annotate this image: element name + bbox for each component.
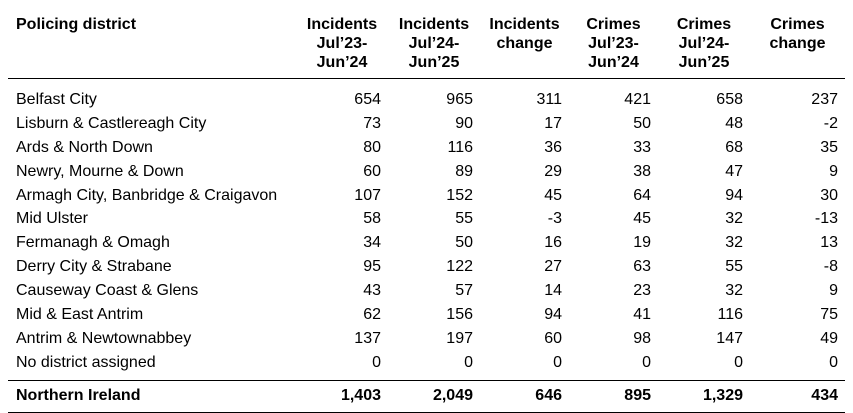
district-name: Newry, Mourne & Down xyxy=(16,162,184,180)
header-line: change xyxy=(769,35,826,52)
crimes-2024-25: 55 xyxy=(725,258,743,276)
crimes-2023-24: 421 xyxy=(624,90,651,108)
crimes-change: 75 xyxy=(820,305,838,323)
district-name: Causeway Coast & Glens xyxy=(16,282,199,300)
district-name: No district assigned xyxy=(16,353,156,371)
incidents-2024-25: 156 xyxy=(446,305,473,323)
district-name: Mid & East Antrim xyxy=(16,305,144,323)
header-line: Crimes xyxy=(586,16,641,33)
table-row xyxy=(8,255,845,279)
crimes-change: 9 xyxy=(829,162,838,180)
table-footer xyxy=(8,380,845,412)
header-line: Crimes xyxy=(676,16,732,33)
incidents-2024-25: 0 xyxy=(464,353,473,371)
header-line: Jul’24- xyxy=(408,35,460,52)
table-row xyxy=(8,160,845,184)
incidents-2024-25: 197 xyxy=(446,329,473,347)
table-row xyxy=(8,279,845,303)
crimes-2023-24: 64 xyxy=(633,186,651,204)
incidents-2023-24: 80 xyxy=(363,138,381,156)
table-row xyxy=(8,112,845,136)
crimes-2024-25: 147 xyxy=(716,329,743,347)
header-line: Crimes xyxy=(770,16,825,33)
incidents-change: 36 xyxy=(544,138,562,156)
incidents-2023-24: 0 xyxy=(372,353,381,371)
crimes-2023-24: 33 xyxy=(633,138,651,156)
crimes-2024-25: 658 xyxy=(716,90,743,108)
incidents-2023-24: 107 xyxy=(354,186,381,204)
header-line: Incidents xyxy=(489,16,560,33)
incidents-change: 0 xyxy=(553,353,562,371)
district-name: Derry City & Strabane xyxy=(16,258,172,276)
total-crimes-2024-25: 1,329 xyxy=(658,380,750,412)
header-line: Jun’24 xyxy=(588,54,639,71)
header-line: Jul’23- xyxy=(588,35,639,52)
incidents-2023-24: 43 xyxy=(363,282,381,300)
crimes-change: 13 xyxy=(820,234,838,252)
crimes-change: 9 xyxy=(829,282,838,300)
crimes-2024-25: 32 xyxy=(725,282,743,300)
table-row xyxy=(8,351,845,380)
incidents-change: 45 xyxy=(544,186,562,204)
crimes-2023-24: 98 xyxy=(633,329,651,347)
crimes-change: -13 xyxy=(814,210,838,228)
crimes-2023-24: 38 xyxy=(633,162,651,180)
header-line: Jul’23- xyxy=(316,35,368,52)
crimes-2024-25: 68 xyxy=(725,138,743,156)
table-row xyxy=(8,184,845,208)
total-row xyxy=(8,380,845,412)
crimes-2024-25: 32 xyxy=(725,234,743,252)
incidents-2024-25: 90 xyxy=(455,114,473,132)
incidents-change: 27 xyxy=(544,258,562,276)
total-crimes-2023-24: 895 xyxy=(569,380,658,412)
header-line: Policing district xyxy=(16,16,137,33)
table-row xyxy=(8,303,845,327)
incidents-2024-25: 122 xyxy=(446,258,473,276)
header-crimes-change xyxy=(750,0,845,79)
table-body xyxy=(8,79,845,381)
district-name: Antrim & Newtownabbey xyxy=(16,329,192,347)
incidents-change: -3 xyxy=(547,210,562,228)
crimes-2023-24: 41 xyxy=(633,305,651,323)
incidents-2023-24: 62 xyxy=(363,305,381,323)
crimes-2023-24: 0 xyxy=(642,353,651,371)
header-policing-district xyxy=(8,0,296,79)
table-row xyxy=(8,207,845,231)
district-name: Mid Ulster xyxy=(16,210,89,228)
crimes-change: 0 xyxy=(829,353,838,371)
header-line: Jun’24 xyxy=(316,54,368,71)
incidents-change: 29 xyxy=(544,162,562,180)
incidents-2024-25: 57 xyxy=(455,282,473,300)
crimes-2024-25: 94 xyxy=(725,186,743,204)
incidents-2023-24: 60 xyxy=(363,162,381,180)
header-incidents-2024-25 xyxy=(388,0,480,79)
header-incidents-change xyxy=(480,0,569,79)
incidents-2024-25: 89 xyxy=(455,162,473,180)
table-row xyxy=(8,327,845,351)
incidents-2023-24: 58 xyxy=(363,210,381,228)
incidents-2024-25: 55 xyxy=(455,210,473,228)
incidents-2023-24: 137 xyxy=(354,329,381,347)
table-row xyxy=(8,231,845,255)
crimes-change: 30 xyxy=(820,186,838,204)
header-crimes-2023-24 xyxy=(569,0,658,79)
table-row xyxy=(8,136,845,160)
header-crimes-2024-25 xyxy=(658,0,750,79)
crimes-2023-24: 19 xyxy=(633,234,651,252)
crimes-change: 237 xyxy=(811,90,838,108)
policing-district-table xyxy=(8,0,845,413)
incidents-2023-24: 95 xyxy=(363,258,381,276)
crimes-2023-24: 50 xyxy=(633,114,651,132)
crimes-2023-24: 63 xyxy=(633,258,651,276)
total-crimes-change: 434 xyxy=(750,380,845,412)
crimes-2023-24: 45 xyxy=(633,210,651,228)
crimes-2024-25: 47 xyxy=(725,162,743,180)
header-line: Incidents xyxy=(306,16,378,33)
incidents-2024-25: 152 xyxy=(446,186,473,204)
incidents-2024-25: 50 xyxy=(455,234,473,252)
incidents-2023-24: 34 xyxy=(363,234,381,252)
header-row xyxy=(8,0,845,79)
incidents-change: 16 xyxy=(544,234,562,252)
district-name: Fermanagh & Omagh xyxy=(16,234,170,252)
table-row xyxy=(8,79,845,112)
district-name: Belfast City xyxy=(16,90,97,108)
total-label: Northern Ireland xyxy=(8,380,296,412)
crimes-change: 49 xyxy=(820,329,838,347)
crimes-change: 35 xyxy=(820,138,838,156)
header-line: Jul’24- xyxy=(678,35,730,52)
incidents-change: 17 xyxy=(544,114,562,132)
header-line: Jun’25 xyxy=(408,54,460,71)
crimes-2024-25: 32 xyxy=(725,210,743,228)
total-incidents-2024-25: 2,049 xyxy=(388,380,480,412)
crimes-change: -2 xyxy=(823,114,838,132)
incidents-change: 94 xyxy=(544,305,562,323)
crimes-2024-25: 116 xyxy=(717,305,743,323)
header-line: Incidents xyxy=(398,16,470,33)
table-header xyxy=(8,0,845,79)
incidents-change: 311 xyxy=(536,90,562,108)
total-incidents-2023-24: 1,403 xyxy=(296,380,388,412)
district-name: Armagh City, Banbridge & Craigavon xyxy=(16,186,278,204)
incidents-change: 60 xyxy=(544,329,562,347)
header-incidents-2023-24 xyxy=(296,0,388,79)
district-name: Lisburn & Castlereagh City xyxy=(16,114,207,132)
incidents-2023-24: 73 xyxy=(363,114,381,132)
crimes-2023-24: 23 xyxy=(633,282,651,300)
header-line: change xyxy=(496,35,553,52)
total-incidents-change: 646 xyxy=(480,380,569,412)
incidents-2024-25: 116 xyxy=(447,138,473,156)
incidents-change: 14 xyxy=(544,282,562,300)
crimes-2024-25: 0 xyxy=(734,353,743,371)
crimes-change: -8 xyxy=(823,258,838,276)
incidents-2023-24: 654 xyxy=(354,90,381,108)
header-line: Jun’25 xyxy=(678,54,730,71)
crimes-2024-25: 48 xyxy=(725,114,743,132)
district-name: Ards & North Down xyxy=(16,138,153,156)
incidents-2024-25: 965 xyxy=(446,90,473,108)
